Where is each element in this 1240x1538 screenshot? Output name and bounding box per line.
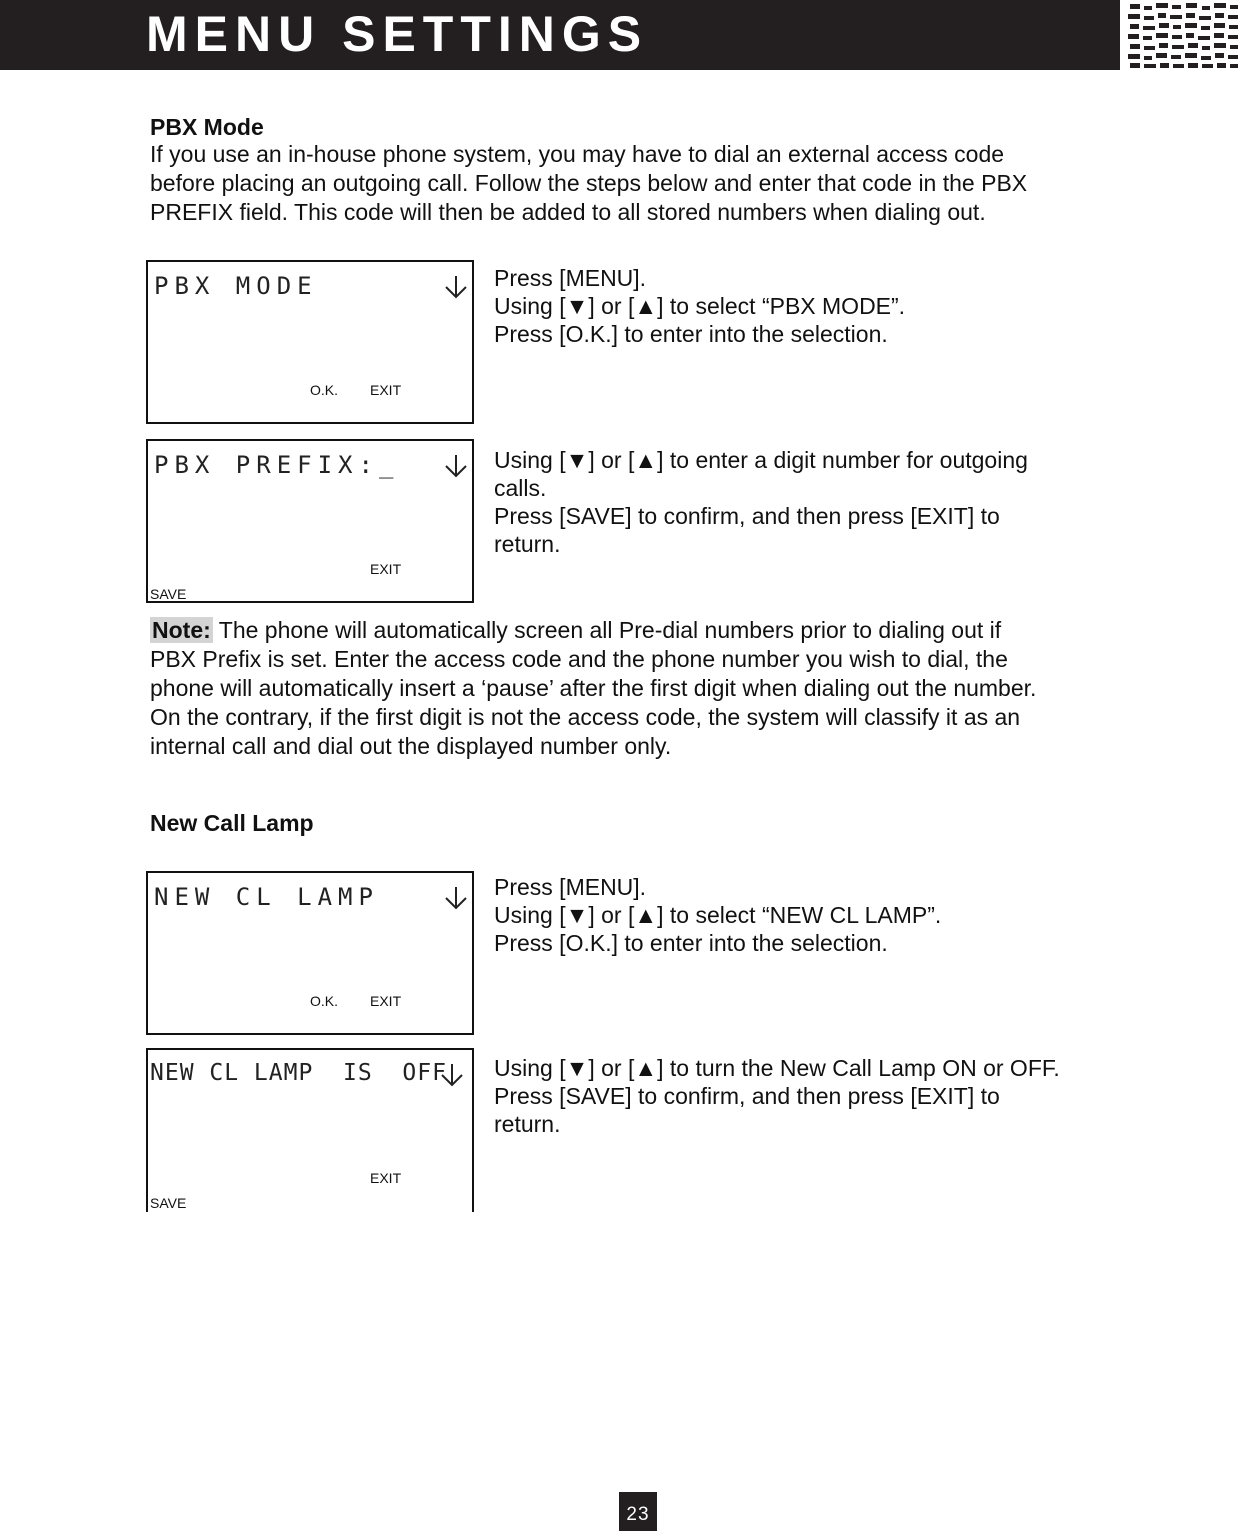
lamp-step-2 xyxy=(494,1054,1060,1138)
lcd-screen-new-cl-lamp xyxy=(146,871,474,1035)
note-line: internal call and dial out the displayed number only. xyxy=(150,733,672,759)
exit-softkey-label: EXIT xyxy=(370,1170,402,1186)
down-arrow-icon xyxy=(444,453,468,479)
lcd-display-text: PBX MODE xyxy=(154,272,318,300)
down-arrow-icon xyxy=(444,885,468,911)
lcd-display-text: PBX PREFIX:_ xyxy=(154,451,400,479)
lcd-display-text: NEW CL LAMP IS OFF xyxy=(150,1060,447,1086)
exit-softkey-label: EXIT xyxy=(370,382,402,398)
step-line: return. xyxy=(494,531,561,557)
pbx-note-paragraph xyxy=(150,616,1036,761)
step-line: Press [O.K.] to enter into the selection. xyxy=(494,321,888,347)
lcd-screen-lamp-status xyxy=(146,1048,474,1212)
ok-softkey-label: O.K. xyxy=(310,382,339,398)
page-title: MENU SETTINGS xyxy=(146,6,649,62)
step-line: Press [O.K.] to enter into the selection. xyxy=(494,930,888,956)
down-arrow-icon xyxy=(444,274,468,300)
step-line: Using [▼] or [▲] to enter a digit number for outgoing xyxy=(494,447,1028,473)
step-line: Press [MENU]. xyxy=(494,874,647,900)
note-label: Note: xyxy=(152,617,211,643)
pbx-intro-line: before placing an outgoing call. Follow the steps below and enter that code in the PBX xyxy=(150,170,1028,196)
step-line: Using [▼] or [▲] to select “PBX MODE”. xyxy=(494,293,906,319)
step-line: Using [▼] or [▲] to select “NEW CL LAMP”. xyxy=(494,902,942,928)
new-call-lamp-heading: New Call Lamp xyxy=(150,810,314,836)
pbx-intro-paragraph xyxy=(150,140,1027,227)
note-line: The phone will automatically screen all Pre-dial numbers prior to dialing out if xyxy=(218,617,1002,643)
step-line: return. xyxy=(494,1111,561,1137)
page-number: 23 xyxy=(619,1492,657,1531)
lcd-display-text: NEW CL LAMP xyxy=(154,883,379,911)
down-arrow-icon xyxy=(440,1062,464,1088)
pbx-step-2 xyxy=(494,446,1028,558)
lcd-screen-pbx-prefix xyxy=(146,439,474,603)
decorative-pattern-icon xyxy=(1124,0,1240,70)
exit-softkey-label: EXIT xyxy=(370,993,402,1009)
step-line: Press [SAVE] to confirm, and then press [EXIT] to xyxy=(494,503,1000,529)
save-softkey-label: SAVE xyxy=(150,586,187,602)
note-line: PBX Prefix is set. Enter the access code and the phone number you wish to dial, the xyxy=(150,646,1008,672)
step-line: Press [MENU]. xyxy=(494,265,647,291)
pbx-mode-heading: PBX Mode xyxy=(150,114,264,140)
save-softkey-label: SAVE xyxy=(150,1195,187,1211)
note-line: On the contrary, if the first digit is not the access code, the system will classify it as an xyxy=(150,704,1021,730)
note-line: phone will automatically insert a ‘pause’ after the first digit when dialing out the number. xyxy=(150,675,1037,701)
header-bar xyxy=(0,0,1120,70)
pbx-intro-line: PREFIX field. This code will then be added to all stored numbers when dialing out. xyxy=(150,199,986,225)
lamp-step-1 xyxy=(494,873,941,957)
step-line: Using [▼] or [▲] to turn the New Call Lamp ON or OFF. xyxy=(494,1055,1060,1081)
pbx-intro-line: If you use an in-house phone system, you may have to dial an external access code xyxy=(150,141,1005,167)
step-line: calls. xyxy=(494,475,547,501)
pbx-step-1 xyxy=(494,264,905,348)
exit-softkey-label: EXIT xyxy=(370,561,402,577)
ok-softkey-label: O.K. xyxy=(310,993,339,1009)
lcd-screen-pbx-mode xyxy=(146,260,474,424)
step-line: Press [SAVE] to confirm, and then press [EXIT] to xyxy=(494,1083,1000,1109)
